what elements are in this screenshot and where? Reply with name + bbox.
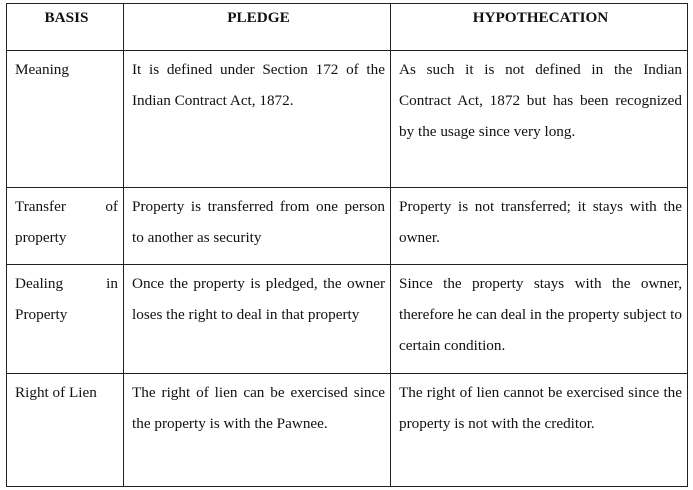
header-basis: BASIS <box>7 4 124 51</box>
pledge-vs-hypothecation-table <box>6 3 688 487</box>
pledge-cell: Property is transferred from one person to another as security <box>124 188 391 265</box>
basis-cell: Dealing in Property <box>7 265 124 374</box>
header-hypothecation: HYPOTHECATION <box>391 4 688 51</box>
table-row-meaning <box>7 51 688 188</box>
table-header-row <box>7 4 688 51</box>
pledge-cell: Once the property is pledged, the owner loses the right to deal in that property <box>124 265 391 374</box>
table-row-transfer-of-property <box>7 188 688 265</box>
hypothecation-cell: The right of lien cannot be exercised since the property is not with the creditor. <box>391 374 688 487</box>
hypothecation-cell: As such it is not defined in the Indian Contract Act, 1872 but has been recognized by the usage since very long. <box>391 51 688 188</box>
header-pledge: PLEDGE <box>124 4 391 51</box>
comparison-document <box>6 3 687 486</box>
pledge-cell: The right of lien can be exercised since the property is with the Pawnee. <box>124 374 391 487</box>
table-row-right-of-lien <box>7 374 688 487</box>
basis-cell: Meaning <box>7 51 124 188</box>
hypothecation-cell: Since the property stays with the owner, therefore he can deal in the property subject to certain condition. <box>391 265 688 374</box>
basis-cell: Transfer of property <box>7 188 124 265</box>
hypothecation-cell: Property is not transferred; it stays with the owner. <box>391 188 688 265</box>
basis-cell: Right of Lien <box>7 374 124 487</box>
pledge-cell: It is defined under Section 172 of the Indian Contract Act, 1872. <box>124 51 391 188</box>
table-row-dealing-in-property <box>7 265 688 374</box>
